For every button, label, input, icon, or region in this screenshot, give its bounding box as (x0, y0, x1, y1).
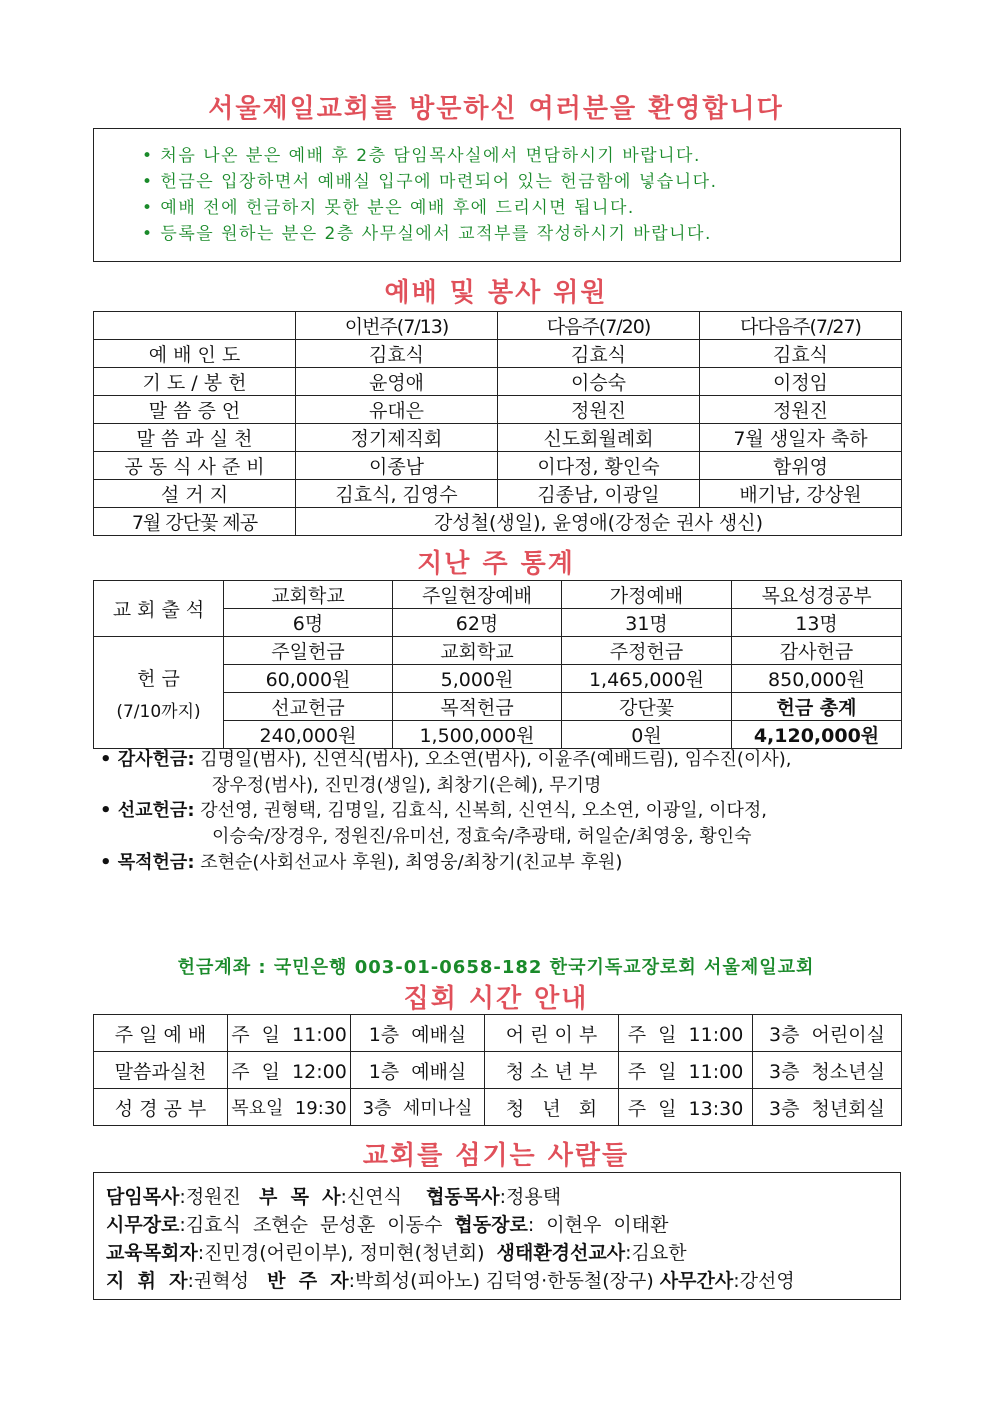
table-header: 목요성경공부 (732, 581, 902, 609)
table-cell: 3층 청년회실 (753, 1089, 902, 1126)
stats-title: 지난 주 통계 (417, 549, 575, 579)
staff-names: :진민경(어린이부), 정미현(청년회) (197, 1242, 497, 1264)
staff-role: 지 휘 자 (106, 1270, 188, 1292)
table-cell: 7월 생일자 축하 (700, 424, 902, 452)
table-cell: 1층 예배실 (351, 1015, 485, 1052)
table-row (94, 396, 902, 424)
staff-names: :박희성(피아노) 김덕영·한동철(장구) (348, 1270, 660, 1292)
table-cell: 이정임 (700, 368, 902, 396)
row-label: 7월 강단꽃 제공 (94, 508, 296, 536)
staff-line (106, 1211, 900, 1239)
staff-names: :정원진 (179, 1186, 260, 1208)
staff-role: 사무간사 (659, 1270, 734, 1292)
staff-names: :신연식 (340, 1186, 427, 1208)
table-cell: 3층 어린이실 (753, 1015, 902, 1052)
notice-line: • 처음 나온 분은 예배 후 2층 담임목사실에서 면담하시기 바랍니다. (142, 146, 701, 166)
row-label: 공 동 식 사 준 비 (94, 452, 296, 480)
row-label: 기 도 / 봉 헌 (94, 368, 296, 396)
row-label: 설 거 지 (94, 480, 296, 508)
table-cell: 정기제직회 (296, 424, 498, 452)
dedication-thanks (100, 747, 791, 799)
table-cell: 말씀과실천 (94, 1052, 228, 1089)
table-cell: 이다정, 황인숙 (498, 452, 700, 480)
staff-names: :강선영 (733, 1270, 795, 1292)
table-row (94, 312, 902, 340)
table-row (94, 424, 902, 452)
table-row (94, 452, 902, 480)
table-header: 주일헌금 (224, 637, 393, 665)
table-row (94, 340, 902, 368)
table-header: 주일현장예배 (393, 581, 562, 609)
dedication-names: 조현순(사회선교사 후원), 최영웅/최창기(친교부 후원) (200, 852, 623, 873)
table-header: 감사헌금 (732, 637, 902, 665)
table-cell: 어 린 이 부 (485, 1015, 619, 1052)
table-cell: 주 일 11:00 (228, 1015, 351, 1052)
staff-names: :김효식 조현순 문성훈 이동수 (179, 1214, 455, 1236)
dedication-label: • 목적헌금: (100, 852, 195, 873)
staff-box (93, 1172, 901, 1300)
table-row (94, 1015, 902, 1052)
schedule-table (93, 1014, 902, 1126)
table-cell: 이종남 (296, 452, 498, 480)
stats-table (93, 580, 902, 749)
table-cell: 정원진 (498, 396, 700, 424)
table-row (94, 1089, 902, 1126)
table-header: 이번주(7/13) (296, 312, 498, 340)
notice-line: • 예배 전에 헌금하지 못한 분은 예배 후에 드리시면 됩니다. (142, 198, 635, 218)
service-table (93, 311, 902, 536)
staff-role: 부 목 사 (259, 1186, 341, 1208)
table-cell: 6명 (224, 609, 393, 637)
welcome-notice-box (93, 128, 901, 262)
notice-line: • 헌금은 입장하면서 예배실 입구에 마련되어 있는 헌금함에 넣습니다. (142, 172, 718, 192)
table-cell: 5,000원 (393, 665, 562, 693)
table-cell: 정원진 (700, 396, 902, 424)
table-cell: 1층 예배실 (351, 1052, 485, 1089)
table-cell: 13명 (732, 609, 902, 637)
table-header: 주정헌금 (562, 637, 732, 665)
table-cell: 31명 (562, 609, 732, 637)
total-value: 4,120,000원 (732, 721, 902, 749)
dedication-purpose (100, 850, 622, 876)
dedication-names: 강선영, 권형택, 김명일, 김효식, 신복희, 신연식, 오소연, 이광일, 이다정, (200, 800, 768, 821)
staff-names: :권혁성 (187, 1270, 268, 1292)
staff-role: 협동장로 (454, 1214, 528, 1236)
welcome-title: 서울제일교회를 방문하신 여러분을 환영합니다 (208, 94, 784, 124)
row-label: 말 씀 과 실 천 (94, 424, 296, 452)
table-header: 강단꽃 (562, 693, 732, 721)
dedication-label: • 감사헌금: (100, 749, 195, 770)
staff-names: : 이현우 이태환 (527, 1214, 669, 1236)
table-cell: 배기남, 강상원 (700, 480, 902, 508)
table-cell: 윤영애 (296, 368, 498, 396)
table-cell: 주 일 11:00 (619, 1052, 753, 1089)
table-row (94, 581, 902, 609)
table-cell: 850,000원 (732, 665, 902, 693)
staff-role: 시무장로 (106, 1214, 180, 1236)
table-header: 교회학교 (393, 637, 562, 665)
table-cell: 김효식 (296, 340, 498, 368)
table-header: 가정예배 (562, 581, 732, 609)
table-cell: 1,465,000원 (562, 665, 732, 693)
table-header: 목적헌금 (393, 693, 562, 721)
staff-line (106, 1239, 900, 1267)
table-cell: 3층 청소년실 (753, 1052, 902, 1089)
table-cell: 이승숙 (498, 368, 700, 396)
staff-role: 반 주 자 (267, 1270, 349, 1292)
table-cell: 240,000원 (224, 721, 393, 749)
staff-title: 교회를 섬기는 사람들 (362, 1141, 630, 1171)
table-cell: 0원 (562, 721, 732, 749)
staff-names: :정용택 (499, 1186, 562, 1208)
staff-role: 교육목회자 (106, 1242, 198, 1264)
notice-line: • 등록을 원하는 분은 2층 사무실에서 교적부를 작성하시기 바랍니다. (142, 224, 712, 244)
table-cell: 성 경 공 부 (94, 1089, 228, 1126)
staff-names: :김요한 (625, 1242, 687, 1264)
total-header: 헌금 총계 (732, 693, 902, 721)
table-header: 다다음주(7/27) (700, 312, 902, 340)
table-cell: 청 년 회 (485, 1089, 619, 1126)
dedication-mission (100, 798, 767, 850)
table-cell: 김종남, 이광일 (498, 480, 700, 508)
table-cell: 청 소 년 부 (485, 1052, 619, 1089)
dedication-names: 김명일(범사), 신연식(범사), 오소연(범사), 이윤주(예배드림), 임수진(이사), (200, 749, 792, 770)
offering-label (94, 637, 224, 749)
attendance-label: 교 회 출 석 (94, 581, 224, 637)
schedule-title: 집회 시간 안내 (403, 984, 589, 1014)
staff-role: 담임목사 (106, 1186, 180, 1208)
staff-line (106, 1183, 900, 1211)
table-cell: 1,500,000원 (393, 721, 562, 749)
row-label: 말 씀 증 언 (94, 396, 296, 424)
staff-role: 생태환경선교사 (496, 1242, 626, 1264)
table-row (94, 637, 902, 665)
table-cell: 신도회월례회 (498, 424, 700, 452)
table-cell: 주 일 13:30 (619, 1089, 753, 1126)
staff-role: 협동목사 (426, 1186, 500, 1208)
table-cell: 60,000원 (224, 665, 393, 693)
table-cell: 함위영 (700, 452, 902, 480)
table-header: 교회학교 (224, 581, 393, 609)
table-cell: 김효식 (498, 340, 700, 368)
table-cell: 김효식, 김영수 (296, 480, 498, 508)
offering-label-text: 헌 금 (137, 667, 180, 690)
table-cell: 주 일 11:00 (619, 1015, 753, 1052)
table-row (94, 508, 902, 536)
table-cell: 김효식 (700, 340, 902, 368)
row-label: 예 배 인 도 (94, 340, 296, 368)
table-row (94, 368, 902, 396)
table-cell: 주 일 12:00 (228, 1052, 351, 1089)
offering-account: 헌금계좌 : 국민은행 003-01-0658-182 한국기독교장로회 서울제일교회 (177, 957, 815, 978)
table-row (94, 480, 902, 508)
flower-provider: 강성철(생일), 윤영애(강정순 권사 생신) (296, 508, 902, 536)
dedication-names: 이승숙/장경우, 정원진/유미선, 정효숙/추광태, 허일순/최영웅, 황인숙 (212, 826, 752, 847)
table-cell: 주 일 예 배 (94, 1015, 228, 1052)
table-cell: 유대은 (296, 396, 498, 424)
offering-period: (7/10까지) (116, 701, 201, 722)
table-cell: 3층 세미나실 (351, 1089, 485, 1126)
table-cell: 62명 (393, 609, 562, 637)
table-cell (94, 312, 296, 340)
table-cell: 목요일 19:30 (228, 1089, 351, 1126)
table-header: 선교헌금 (224, 693, 393, 721)
dedication-label: • 선교헌금: (100, 800, 195, 821)
dedication-names: 장우정(범사), 진민경(생일), 최창기(은혜), 무기명 (212, 775, 602, 796)
table-row (94, 1052, 902, 1089)
service-title: 예배 및 봉사 위원 (384, 278, 608, 308)
staff-line (106, 1267, 900, 1295)
table-header: 다음주(7/20) (498, 312, 700, 340)
